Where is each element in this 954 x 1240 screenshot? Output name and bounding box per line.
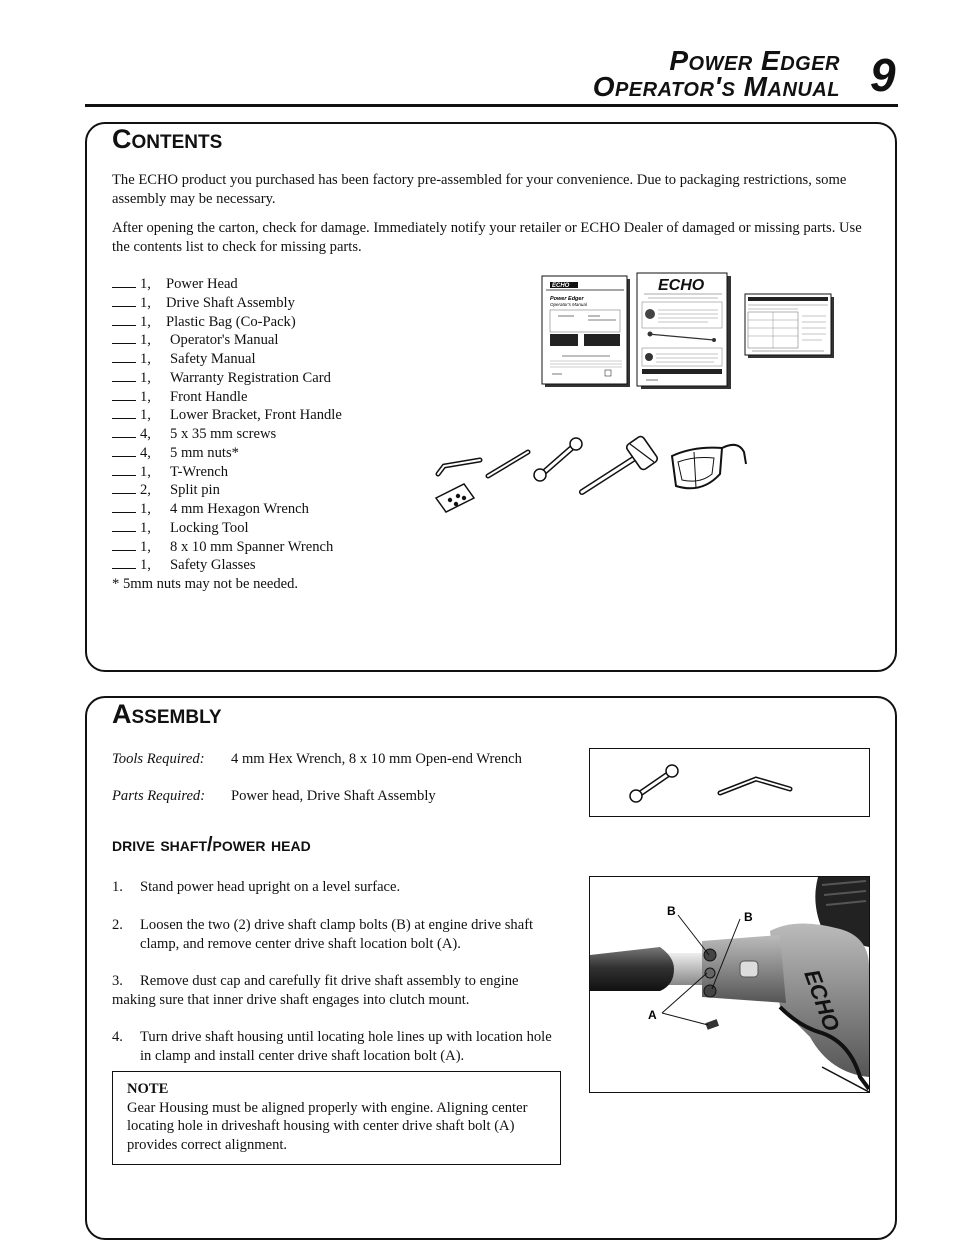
list-item: 1, Operator's Manual xyxy=(112,331,342,350)
manual-title: Power Edger xyxy=(550,296,584,302)
label-b-right: B xyxy=(744,910,753,924)
header-title xyxy=(592,45,840,102)
tools-illustration xyxy=(432,428,750,516)
label-b-left: B xyxy=(667,904,676,918)
list-footnote: * 5mm nuts may not be needed. xyxy=(112,576,299,592)
header-rule xyxy=(85,104,898,107)
drive-shaft-photo xyxy=(589,876,870,1093)
header-title-line2: Operator's Manual xyxy=(592,71,840,102)
hex-wrench-icon xyxy=(720,779,790,793)
list-item: 1, T-Wrench xyxy=(112,463,342,482)
parts-required-label: Parts Required: xyxy=(112,788,206,804)
step-3: 3. Remove dust cap and carefully fit drive shaft assembly to engine making sure that inner drive shaft engages into clutch mount. xyxy=(112,973,519,1008)
label-a: A xyxy=(648,1008,657,1022)
list-item: 2, Split pin xyxy=(112,481,342,500)
safety-manual-logo: ECHO xyxy=(658,277,705,294)
list-item: 1, Lower Bracket, Front Handle xyxy=(112,406,342,425)
operator-manual-image xyxy=(542,276,630,387)
warranty-card-image xyxy=(745,294,834,358)
contents-title: Contents xyxy=(112,124,223,154)
step-4: 4. Turn drive shaft housing until locating hole lines up with location hole in clamp and install center drive shaft location bolt (A). xyxy=(112,1029,552,1064)
list-item: 1, Safety Manual xyxy=(112,350,342,369)
contents-parts-list xyxy=(112,275,342,594)
list-item: 1, 4 mm Hexagon Wrench xyxy=(112,500,342,519)
list-item: 1, Safety Glasses xyxy=(112,556,342,575)
hex-wrench-icon xyxy=(438,460,480,474)
spanner-wrench-icon xyxy=(534,438,582,481)
header-title-line1: Power Edger xyxy=(669,45,840,76)
manuals-illustration xyxy=(538,270,838,392)
tools-required-label: Tools Required: xyxy=(112,751,205,767)
step-1: 1. Stand power head upright on a level surface. xyxy=(112,879,401,895)
step-2: 2. Loosen the two (2) drive shaft clamp bolts (B) at engine drive shaft clamp, and remove center drive shaft location bolt (A). xyxy=(112,917,534,952)
list-item: 1, Power Head xyxy=(112,275,342,294)
note-box xyxy=(112,1071,561,1165)
drive-shaft-subtitle: drive shaft/power head xyxy=(112,834,311,856)
contents-check-paragraph: After opening the carton, check for damage. Immediately notify your retailer or ECHO Dealer of damaged or missing parts. Use the contents list to check for missing parts. xyxy=(112,220,862,255)
housing-brand: ECHO xyxy=(799,966,845,1035)
t-wrench-icon xyxy=(582,435,659,492)
list-item: 1, Front Handle xyxy=(112,388,342,407)
clamp-bolt-bottom xyxy=(704,985,716,997)
locking-tool-icon xyxy=(436,484,474,512)
list-item: 1, 8 x 10 mm Spanner Wrench xyxy=(112,538,342,557)
manual-subtitle: Operator's Manual xyxy=(550,302,587,307)
list-item: 1, Drive Shaft Assembly xyxy=(112,294,342,313)
open-end-wrench-icon xyxy=(630,765,678,802)
parts-required-value: Power head, Drive Shaft Assembly xyxy=(231,788,436,804)
page-number: 9 xyxy=(870,49,896,101)
split-pin-icon xyxy=(488,452,528,476)
list-item: 4, 5 x 35 mm screws xyxy=(112,425,342,444)
tools-required-figure xyxy=(589,748,870,817)
tools-required-value: 4 mm Hex Wrench, 8 x 10 mm Open-end Wrench xyxy=(231,751,522,767)
safety-glasses-icon xyxy=(672,445,746,488)
assembly-title: Assembly xyxy=(112,699,222,729)
list-item: 1, Plastic Bag (Co-Pack) xyxy=(112,313,342,332)
contents-intro-paragraph: The ECHO product you purchased has been factory pre-assembled for your convenience. Due to packaging restrictions, some assembly may be necessary. xyxy=(112,172,847,207)
list-item: 4, 5 mm nuts* xyxy=(112,444,342,463)
manual-logo: ECHO xyxy=(552,283,570,289)
note-title: NOTE xyxy=(127,1081,169,1097)
list-item: 1, Warranty Registration Card xyxy=(112,369,342,388)
note-text: Gear Housing must be aligned properly with engine. Aligning center locating hole in driveshaft housing with center drive shaft bolt (A) provides correct alignment. xyxy=(127,1099,528,1154)
list-item: 1, Locking Tool xyxy=(112,519,342,538)
safety-manual-image xyxy=(637,273,731,389)
